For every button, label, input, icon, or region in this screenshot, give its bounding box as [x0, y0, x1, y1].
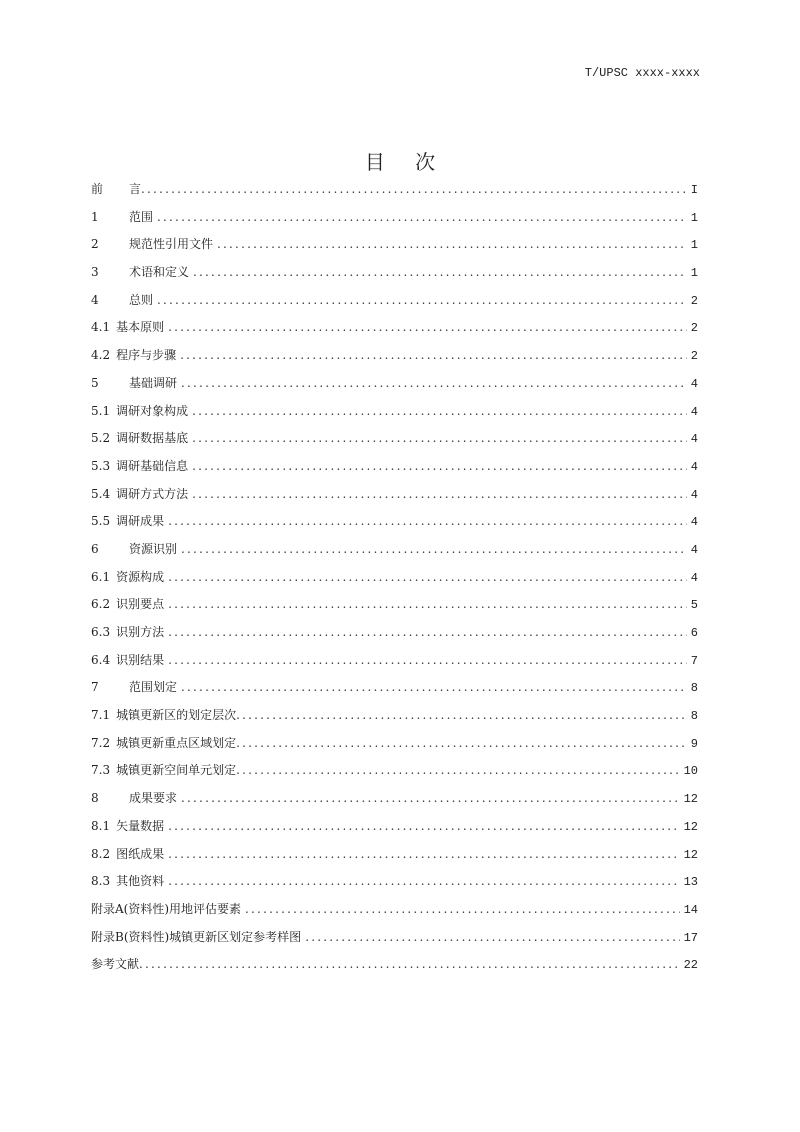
toc-entry-title: 基本原则 — [116, 320, 165, 335]
toc-entry-page: 12 — [683, 819, 698, 834]
dot-leader — [217, 233, 687, 255]
toc-entry-number: 6.4 — [91, 652, 111, 667]
toc-entry[interactable] — [91, 316, 698, 344]
toc-entry-title: 总则 — [129, 292, 154, 307]
toc-entry-title: 其他资料 — [116, 874, 165, 889]
toc-entry-number: 7 — [91, 680, 99, 695]
toc-entry-number: 2 — [91, 237, 99, 252]
dot-leader — [141, 178, 687, 200]
dot-leader — [168, 870, 679, 892]
dot-leader — [192, 483, 687, 505]
toc-entry-page: 9 — [690, 736, 698, 751]
toc-entry[interactable] — [91, 206, 698, 234]
toc-entry[interactable] — [91, 759, 698, 787]
toc-entry-page: 2 — [690, 321, 698, 336]
toc-entry-number: 4 — [91, 292, 99, 307]
toc-entry-number: 前 — [91, 182, 104, 196]
toc-entry[interactable] — [91, 898, 698, 926]
toc-entry-page: 10 — [683, 764, 698, 779]
dot-leader — [180, 344, 687, 366]
toc-entry-page: 4 — [690, 432, 698, 447]
toc-entry-title: 附录A(资料性)用地评估要素 — [91, 901, 242, 916]
toc-entry-title: 资源识别 — [129, 541, 178, 556]
toc-entry-number: 7.3 — [91, 763, 111, 778]
toc-entry-title: 规范性引用文件 — [129, 237, 214, 252]
dot-leader — [181, 538, 687, 560]
toc-entry[interactable] — [91, 926, 698, 954]
toc-entry-page: 4 — [690, 459, 698, 474]
toc-entry-number: 5.5 — [91, 514, 111, 529]
toc-entry-title: 识别方法 — [116, 625, 165, 639]
toc-entry[interactable] — [91, 455, 698, 483]
toc-entry-title: 言 — [129, 182, 142, 196]
toc-entry-page: 8 — [690, 681, 698, 696]
toc-entry-page: 4 — [690, 487, 698, 502]
toc-entry-page: 7 — [690, 653, 698, 668]
toc-entry[interactable] — [91, 815, 698, 843]
toc-entry-number: 8.1 — [91, 818, 111, 833]
dot-leader — [192, 400, 687, 422]
toc-entry-title: 程序与步骤 — [116, 348, 177, 363]
toc-entry-number: 8 — [91, 791, 99, 806]
toc-entry-title: 调研对象构成 — [116, 403, 189, 418]
toc-entry[interactable] — [91, 787, 698, 815]
toc-entry-number: 3 — [91, 265, 99, 280]
toc-entry[interactable] — [91, 372, 698, 400]
dot-leader — [168, 593, 687, 615]
toc-entry-number: 5.1 — [91, 403, 111, 418]
toc-entry-number: 6.3 — [91, 625, 111, 639]
document-code: T/UPSC xxxx-xxxx — [584, 66, 700, 80]
dot-leader — [305, 926, 679, 948]
toc-entry[interactable] — [91, 178, 698, 206]
toc-entry-title: 范围 — [129, 209, 154, 224]
toc-entry-number: 5.3 — [91, 458, 111, 473]
toc-entry[interactable] — [91, 261, 698, 289]
toc-entry[interactable] — [91, 427, 698, 455]
toc-entry-page: 17 — [683, 930, 698, 945]
toc-entry[interactable] — [91, 870, 698, 898]
toc-entry[interactable] — [91, 289, 698, 317]
dot-leader — [181, 676, 687, 698]
toc-entry-number: 6 — [91, 541, 99, 556]
toc-entry[interactable] — [91, 538, 698, 566]
dot-leader — [168, 843, 679, 865]
toc-entry-page: 4 — [690, 404, 698, 419]
toc-entry-number: 4.1 — [91, 320, 111, 335]
toc-entry-page: 22 — [683, 958, 698, 973]
toc-entry-page: 13 — [683, 875, 698, 890]
toc-entry-title: 调研成果 — [116, 514, 165, 529]
dot-leader — [157, 289, 687, 311]
toc-entry-number: 7.2 — [91, 735, 111, 750]
toc-entry[interactable] — [91, 649, 698, 677]
dot-leader — [181, 372, 687, 394]
toc-entry[interactable] — [91, 593, 698, 621]
toc-entry-number: 8.2 — [91, 846, 111, 861]
toc-entry[interactable] — [91, 676, 698, 704]
toc-entry[interactable] — [91, 621, 698, 649]
toc-entry-title: 参考文献 — [91, 957, 140, 972]
toc-entry-title: 图纸成果 — [116, 846, 165, 861]
toc-entry[interactable] — [91, 510, 698, 538]
toc-entry-title: 识别结果 — [116, 652, 165, 667]
dot-leader — [236, 759, 679, 781]
dot-leader — [181, 787, 680, 809]
toc-entry-page: 14 — [683, 902, 698, 917]
toc-entry-title: 调研基础信息 — [116, 458, 189, 473]
dot-leader — [139, 953, 680, 975]
toc-entry-title: 资源构成 — [116, 569, 165, 584]
toc-entry-page: 8 — [690, 709, 698, 724]
toc-entry[interactable] — [91, 344, 698, 372]
dot-leader — [168, 510, 687, 532]
dot-leader — [192, 427, 687, 449]
dot-leader — [168, 566, 687, 588]
toc-entry-number: 5 — [91, 375, 99, 390]
toc-entry-number: 8.3 — [91, 874, 111, 889]
toc-entry-page: 6 — [690, 626, 698, 640]
toc-entry-title: 调研方式方法 — [116, 486, 189, 501]
toc-entry-page: 4 — [690, 570, 698, 585]
toc-entry-page: 1 — [690, 266, 698, 281]
page-title: 目 次 — [364, 150, 448, 174]
toc-entry-number: 6.2 — [91, 597, 111, 612]
toc-entry-title: 城镇更新重点区域划定 — [116, 735, 237, 750]
toc-entry-title: 识别要点 — [116, 597, 165, 612]
toc-entry-page: I — [690, 183, 698, 197]
toc-entry-number: 5.2 — [91, 431, 111, 446]
toc-entry-page: 4 — [690, 542, 698, 557]
toc-entry-title: 调研数据基底 — [116, 431, 189, 446]
dot-leader — [245, 898, 680, 920]
toc-entry-page: 12 — [683, 847, 698, 862]
toc-entry-title: 城镇更新区的划定层次 — [116, 708, 237, 723]
dot-leader — [192, 455, 687, 477]
toc-entry-page: 2 — [690, 293, 698, 308]
dot-leader — [236, 732, 687, 754]
toc-entry-page: 12 — [683, 792, 698, 807]
toc-entry-number: 4.2 — [91, 348, 111, 363]
toc-entry-page: 4 — [690, 376, 698, 391]
toc-entry-title: 术语和定义 — [129, 265, 190, 280]
dot-leader — [168, 649, 687, 671]
table-of-contents — [91, 178, 698, 981]
dot-leader — [157, 206, 687, 228]
toc-entry-number: 1 — [91, 209, 99, 224]
toc-entry-page: 1 — [690, 238, 698, 253]
toc-entry[interactable] — [91, 843, 698, 871]
toc-entry[interactable] — [91, 953, 698, 981]
toc-entry-title: 基础调研 — [129, 375, 178, 390]
toc-entry[interactable] — [91, 400, 698, 428]
dot-leader — [193, 261, 687, 283]
dot-leader — [236, 704, 687, 726]
toc-entry[interactable] — [91, 483, 698, 511]
dot-leader — [168, 815, 679, 837]
toc-entry-title: 成果要求 — [129, 791, 178, 806]
toc-entry[interactable] — [91, 704, 698, 732]
toc-entry-number: 5.4 — [91, 486, 111, 501]
toc-entry-page: 1 — [690, 210, 698, 225]
dot-leader — [168, 621, 687, 643]
toc-entry[interactable] — [91, 566, 698, 594]
toc-entry-title: 附录B(资料性)城镇更新区划定参考样图 — [91, 929, 302, 944]
toc-entry-number: 6.1 — [91, 569, 111, 584]
toc-entry-title: 矢量数据 — [116, 818, 165, 833]
toc-entry-title: 城镇更新空间单元划定 — [116, 763, 237, 778]
toc-entry[interactable] — [91, 233, 698, 261]
dot-leader — [168, 316, 687, 338]
toc-entry-number: 7.1 — [91, 708, 111, 723]
toc-entry-page: 4 — [690, 515, 698, 530]
toc-entry-title: 范围划定 — [129, 680, 178, 695]
toc-entry-page: 5 — [690, 598, 698, 613]
toc-entry-page: 2 — [690, 349, 698, 364]
toc-entry[interactable] — [91, 732, 698, 760]
